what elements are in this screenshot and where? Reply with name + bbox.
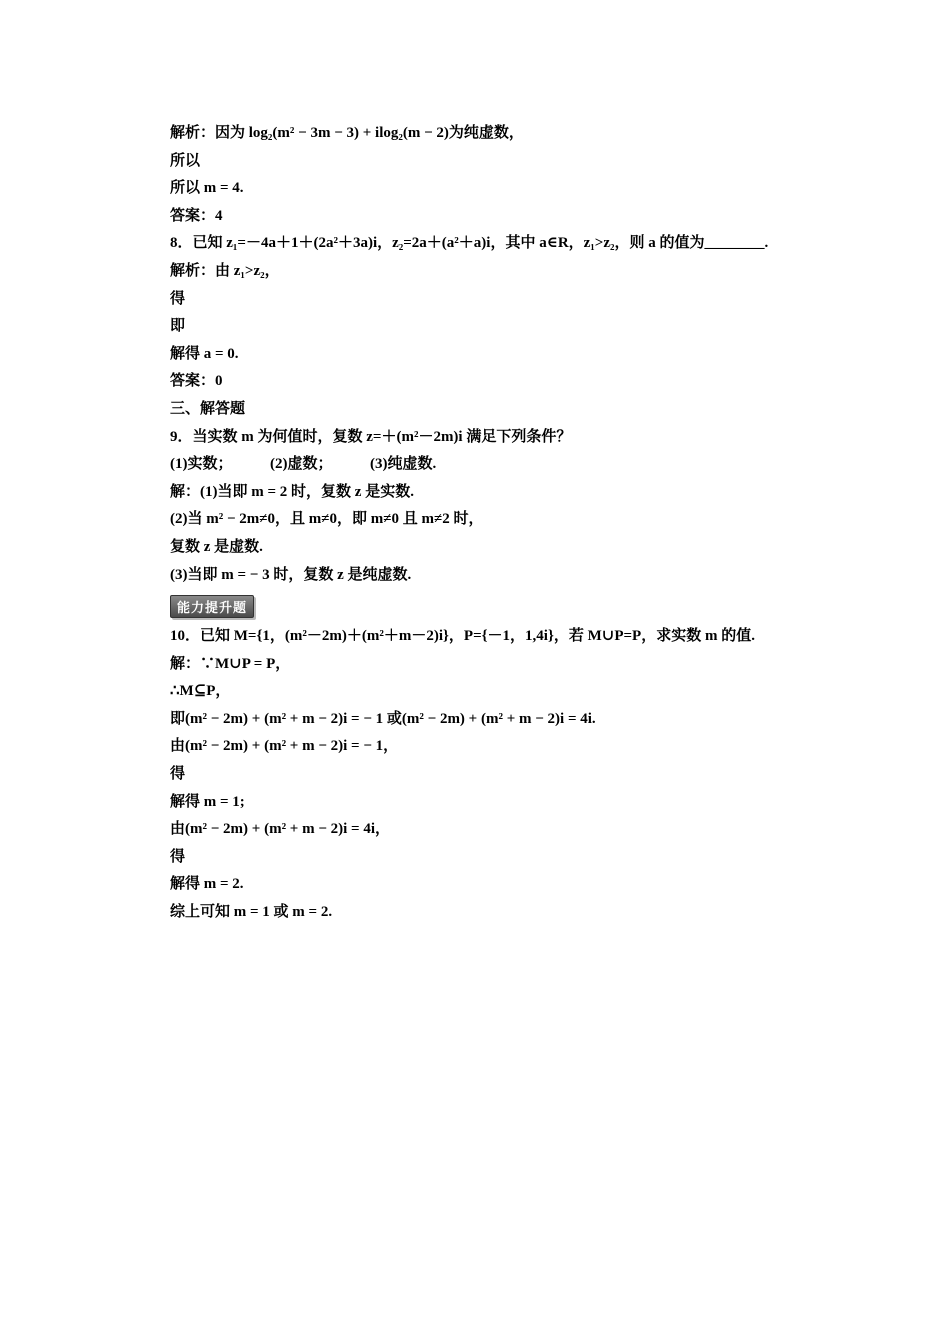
text-line: 所以: [170, 152, 201, 169]
text-line: 由(m² − 2m) + (m² + m − 2)i = 4i，: [170, 821, 391, 838]
text-line: 解析：因为 log₂(m² − 3m − 3) + ilog₂(m − 2)为纯虚数，: [170, 125, 524, 141]
text-line: 即: [170, 318, 186, 335]
question-9: 9．当实数 m 为何值时，复数 z=＋(m²－2m)i 满足下列条件？: [170, 428, 572, 445]
ability-badge: 能力提升题: [170, 595, 254, 618]
text-line: (2)当 m² − 2m≠0，且 m≠0，即 m≠0 且 m≠2 时，: [170, 511, 484, 528]
question-8: 8．已知 z₁=－4a＋1＋(2a²＋3a)i，z₂=2a＋(a²＋a)i，其中 a∈R，z₁>z₂，则 a 的值为________.: [170, 235, 769, 252]
text-line: 得: [170, 766, 186, 783]
text-line: 即(m² − 2m) + (m² + m − 2)i = − 1 或(m² − 2m) + (m² + m − 2)i = 4i.: [170, 710, 596, 727]
text-line: ∴M⊆P，: [170, 683, 231, 700]
text-line: 解得 a = 0.: [170, 345, 239, 362]
question-10: 10．已知 M={1，(m²－2m)＋(m²＋m－2)i}，P={－1，1,4i}，若 M∪P=P，求实数 m 的值.: [170, 628, 755, 645]
text-line: 综上可知 m = 1 或 m = 2.: [170, 904, 333, 921]
text-line: 复数 z 是虚数.: [170, 538, 263, 555]
document-body: [170, 120, 830, 927]
answer-line: 答案：4: [170, 207, 223, 224]
text-line: 解得 m = 2.: [170, 876, 244, 893]
section-heading: 三、解答题: [170, 400, 246, 417]
text-line: 所以 m = 4.: [170, 180, 244, 197]
badge-row: [170, 589, 830, 623]
text-line: 解析：由 z₁>z₂，: [170, 262, 280, 279]
text-line: 得: [170, 290, 186, 307]
text-line: 得: [170, 848, 186, 865]
text-line: (3)当即 m = − 3 时，复数 z 是纯虚数.: [170, 566, 412, 583]
text-line: 由(m² − 2m) + (m² + m − 2)i = − 1，: [170, 738, 399, 755]
text-line: 解得 m = 1;: [170, 793, 245, 810]
text-line: 解：(1)当即 m = 2 时，复数 z 是实数.: [170, 483, 414, 500]
text-line: 解：∵M∪P = P，: [170, 655, 291, 672]
text-line: (1)实数； (2)虚数； (3)纯虚数.: [170, 456, 437, 473]
answer-line: 答案：0: [170, 373, 223, 390]
